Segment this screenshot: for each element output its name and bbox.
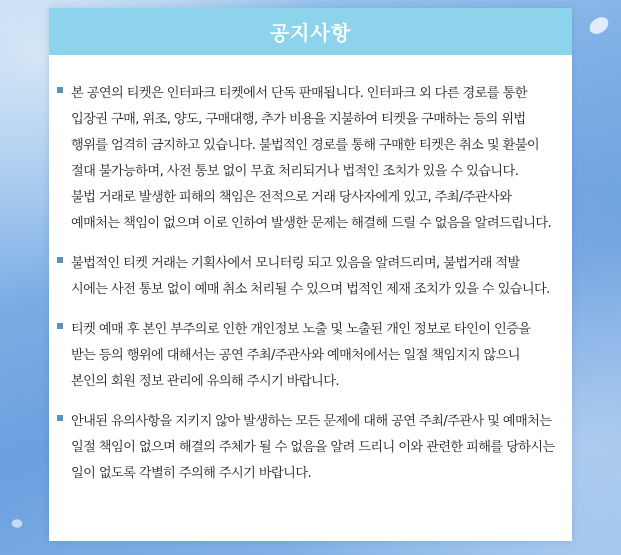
- notice-item: [57, 317, 558, 395]
- petal-decoration: [587, 15, 611, 36]
- notice-item-text: [71, 251, 558, 303]
- notice-paragraph: 본 공연의 티켓은 인터파크 티켓에서 단독 판매됩니다. 인터파크 외 다른 경로를 통한 입장권 구매, 위조, 양도, 구매대행, 추가 비용을 지불하여 티켓을 구매하는 등의 위법 행위를 엄격히 금지하고 있습니다. 불법적인 경로를 통해 구매한 티켓은 취소 및 환불이 절대 불가능하며, 사전 통보 없이 무효 처리되거나 법적인 조치가 있을 수 있습니다.: [71, 86, 539, 179]
- notice-item-text: [71, 317, 558, 395]
- notice-item-text: [71, 81, 558, 237]
- square-bullet-icon: [57, 415, 63, 421]
- notice-item: [57, 409, 558, 487]
- notice-item-text: [71, 409, 558, 487]
- notice-paragraph: 불법적인 티켓 거래는 기획사에서 모니터링 되고 있음을 알려드리며, 불법거래 적발 시에는 사전 통보 없이 예매 취소 처리될 수 있으며 법적인 제재 조치가 있을 수 있습니다.: [71, 256, 550, 297]
- notice-header: [49, 8, 572, 55]
- notice-card: [49, 8, 572, 541]
- square-bullet-icon: [57, 87, 63, 93]
- notice-paragraph: 불법 거래로 발생한 피해의 책임은 전적으로 거래 당사자에게 있고, 주최/주관사와 예매처는 책임이 없으며 이로 인하여 발생한 문제는 해결해 드릴 수 없음을 알려드립니다.: [71, 190, 552, 231]
- notice-body: [49, 55, 572, 487]
- square-bullet-icon: [57, 257, 63, 263]
- petal-decoration: [10, 517, 23, 530]
- square-bullet-icon: [57, 323, 63, 329]
- notice-paragraph: 티켓 예매 후 본인 부주의로 인한 개인정보 노출 및 노출된 개인 정보로 타인이 인증을 받는 등의 행위에 대해서는 공연 주최/주관사와 예매처에서는 일절 책임지지 않으니 본인의 회원 정보 관리에 유의해 주시기 바랍니다.: [71, 322, 531, 389]
- notice-paragraph: 안내된 유의사항을 지키지 않아 발생하는 모든 문제에 대해 공연 주최/주관사 및 예매처는 일절 책임이 없으며 해결의 주체가 될 수 없음을 알려 드리니 이와 관련한 피해를 당하시는 일이 없도록 각별히 주의해 주시기 바랍니다.: [71, 414, 555, 481]
- notice-item: [57, 81, 558, 237]
- notice-item: [57, 251, 558, 303]
- notice-title: 공지사항: [269, 21, 352, 45]
